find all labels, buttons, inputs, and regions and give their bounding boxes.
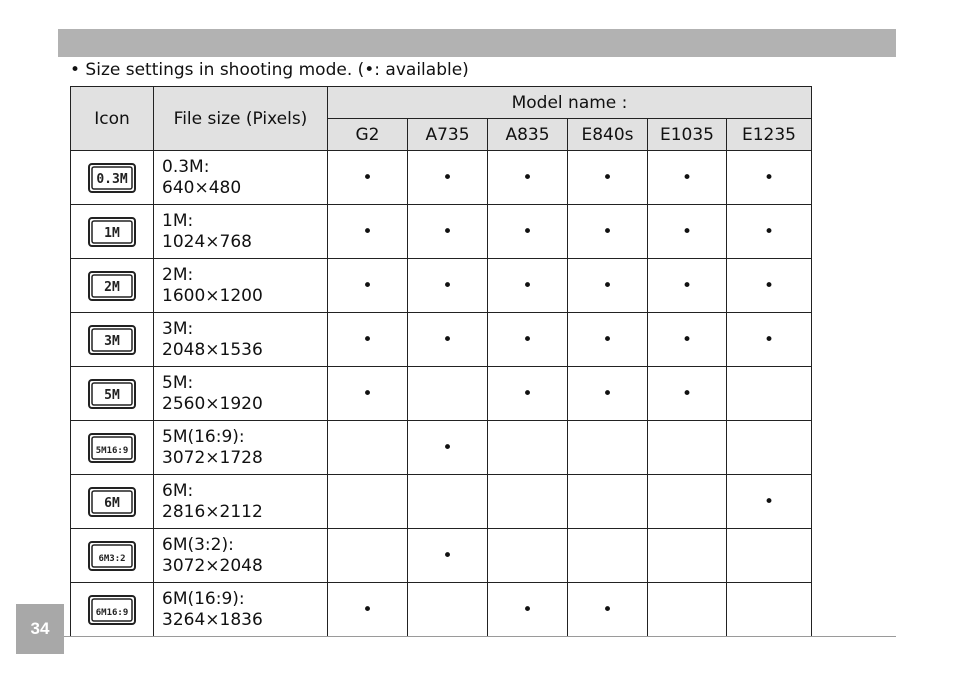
availability-cell — [648, 475, 727, 529]
header-model: A735 — [408, 119, 488, 151]
size-label: 0.3M: — [162, 156, 210, 177]
header-icon: Icon — [71, 87, 154, 151]
availability-cell: • — [408, 151, 488, 205]
3m-size-icon — [71, 313, 154, 367]
size-icon-text: 0.3M — [96, 171, 128, 187]
size-label: 6M: — [162, 480, 194, 501]
2m-size-icon — [71, 259, 154, 313]
availability-cell — [727, 367, 812, 421]
availability-cell — [568, 421, 648, 475]
size-settings-table — [70, 86, 812, 637]
size-icon-text: 5M — [104, 387, 120, 403]
header-bar — [58, 29, 896, 57]
availability-cell: • — [408, 529, 488, 583]
availability-cell: • — [648, 313, 727, 367]
availability-cell: • — [488, 151, 568, 205]
header-model: E1035 — [648, 119, 727, 151]
pixel-dimensions: 2048×1536 — [162, 339, 263, 360]
size-icon-text: 1M — [104, 225, 120, 241]
availability-cell: • — [648, 205, 727, 259]
availability-cell: • — [488, 583, 568, 637]
availability-cell: • — [408, 205, 488, 259]
table-row — [71, 583, 812, 637]
availability-cell: • — [328, 583, 408, 637]
availability-cell — [648, 583, 727, 637]
size-icon-text: 6M — [104, 495, 120, 511]
availability-cell: • — [328, 151, 408, 205]
table-row — [71, 421, 812, 475]
1m-size-icon — [71, 205, 154, 259]
availability-cell — [488, 529, 568, 583]
availability-cell — [568, 529, 648, 583]
6m-size-icon — [71, 475, 154, 529]
file-size-cell — [154, 313, 328, 367]
availability-cell: • — [488, 313, 568, 367]
header-model: E1235 — [727, 119, 812, 151]
6m-3-2-size-icon — [71, 529, 154, 583]
5m-16-9-size-icon — [71, 421, 154, 475]
header-file-size: File size (Pixels) — [154, 87, 328, 151]
pixel-dimensions: 3072×1728 — [162, 447, 263, 468]
0.3m-size-icon — [71, 151, 154, 205]
availability-cell: • — [727, 205, 812, 259]
size-label: 1M: — [162, 210, 194, 231]
availability-cell: • — [568, 259, 648, 313]
availability-cell — [727, 529, 812, 583]
pixel-dimensions: 3264×1836 — [162, 609, 263, 630]
availability-cell: • — [568, 367, 648, 421]
availability-cell — [328, 475, 408, 529]
file-size-cell — [154, 475, 328, 529]
availability-cell: • — [408, 313, 488, 367]
availability-cell: • — [408, 421, 488, 475]
availability-cell: • — [328, 367, 408, 421]
size-icon-text: 2M — [104, 279, 120, 295]
file-size-cell — [154, 583, 328, 637]
availability-cell — [408, 475, 488, 529]
header-model: G2 — [328, 119, 408, 151]
availability-cell — [727, 421, 812, 475]
file-size-cell — [154, 259, 328, 313]
availability-cell — [328, 421, 408, 475]
size-label: 2M: — [162, 264, 194, 285]
5m-size-icon — [71, 367, 154, 421]
file-size-cell — [154, 529, 328, 583]
table-row — [71, 259, 812, 313]
availability-cell: • — [488, 259, 568, 313]
availability-cell: • — [328, 259, 408, 313]
intro-text: • Size settings in shooting mode. (•: available) — [70, 60, 469, 80]
availability-cell — [328, 529, 408, 583]
availability-cell — [648, 529, 727, 583]
pixel-dimensions: 640×480 — [162, 177, 242, 198]
pixel-dimensions: 2560×1920 — [162, 393, 263, 414]
availability-cell — [488, 421, 568, 475]
table-row — [71, 205, 812, 259]
footer-divider — [64, 636, 896, 637]
availability-cell: • — [727, 151, 812, 205]
size-label: 6M(3:2): — [162, 534, 234, 555]
availability-cell: • — [727, 259, 812, 313]
header-model-name: Model name : — [328, 87, 812, 119]
size-icon-text: 5M16:9 — [95, 445, 129, 456]
availability-cell: • — [568, 313, 648, 367]
availability-cell — [648, 421, 727, 475]
availability-cell: • — [727, 475, 812, 529]
pixel-dimensions: 1600×1200 — [162, 285, 263, 306]
availability-cell: • — [568, 583, 648, 637]
table-row — [71, 313, 812, 367]
table-row — [71, 475, 812, 529]
availability-cell: • — [328, 313, 408, 367]
size-label: 3M: — [162, 318, 194, 339]
size-label: 5M(16:9): — [162, 426, 245, 447]
pixel-dimensions: 1024×768 — [162, 231, 252, 252]
availability-cell: • — [488, 367, 568, 421]
table-row — [71, 151, 812, 205]
availability-cell — [408, 367, 488, 421]
availability-cell — [488, 475, 568, 529]
availability-cell: • — [408, 259, 488, 313]
file-size-cell — [154, 421, 328, 475]
size-label: 6M(16:9): — [162, 588, 245, 609]
size-icon-text: 6M3:2 — [98, 553, 126, 564]
availability-cell: • — [648, 151, 727, 205]
table-row — [71, 367, 812, 421]
size-label: 5M: — [162, 372, 194, 393]
pixel-dimensions: 2816×2112 — [162, 501, 263, 522]
file-size-cell — [154, 151, 328, 205]
availability-cell: • — [568, 205, 648, 259]
file-size-cell — [154, 367, 328, 421]
availability-cell — [727, 583, 812, 637]
page-number: 34 — [16, 604, 64, 654]
size-icon-text: 3M — [104, 333, 120, 349]
file-size-cell — [154, 205, 328, 259]
availability-cell: • — [488, 205, 568, 259]
table-row — [71, 529, 812, 583]
availability-cell — [568, 475, 648, 529]
availability-cell: • — [648, 367, 727, 421]
availability-cell: • — [328, 205, 408, 259]
availability-cell: • — [648, 259, 727, 313]
pixel-dimensions: 3072×2048 — [162, 555, 263, 576]
availability-cell: • — [568, 151, 648, 205]
availability-cell: • — [727, 313, 812, 367]
availability-cell — [408, 583, 488, 637]
size-icon-text: 6M16:9 — [95, 607, 129, 618]
header-model: E840s — [568, 119, 648, 151]
header-model: A835 — [488, 119, 568, 151]
6m-16-9-size-icon — [71, 583, 154, 637]
